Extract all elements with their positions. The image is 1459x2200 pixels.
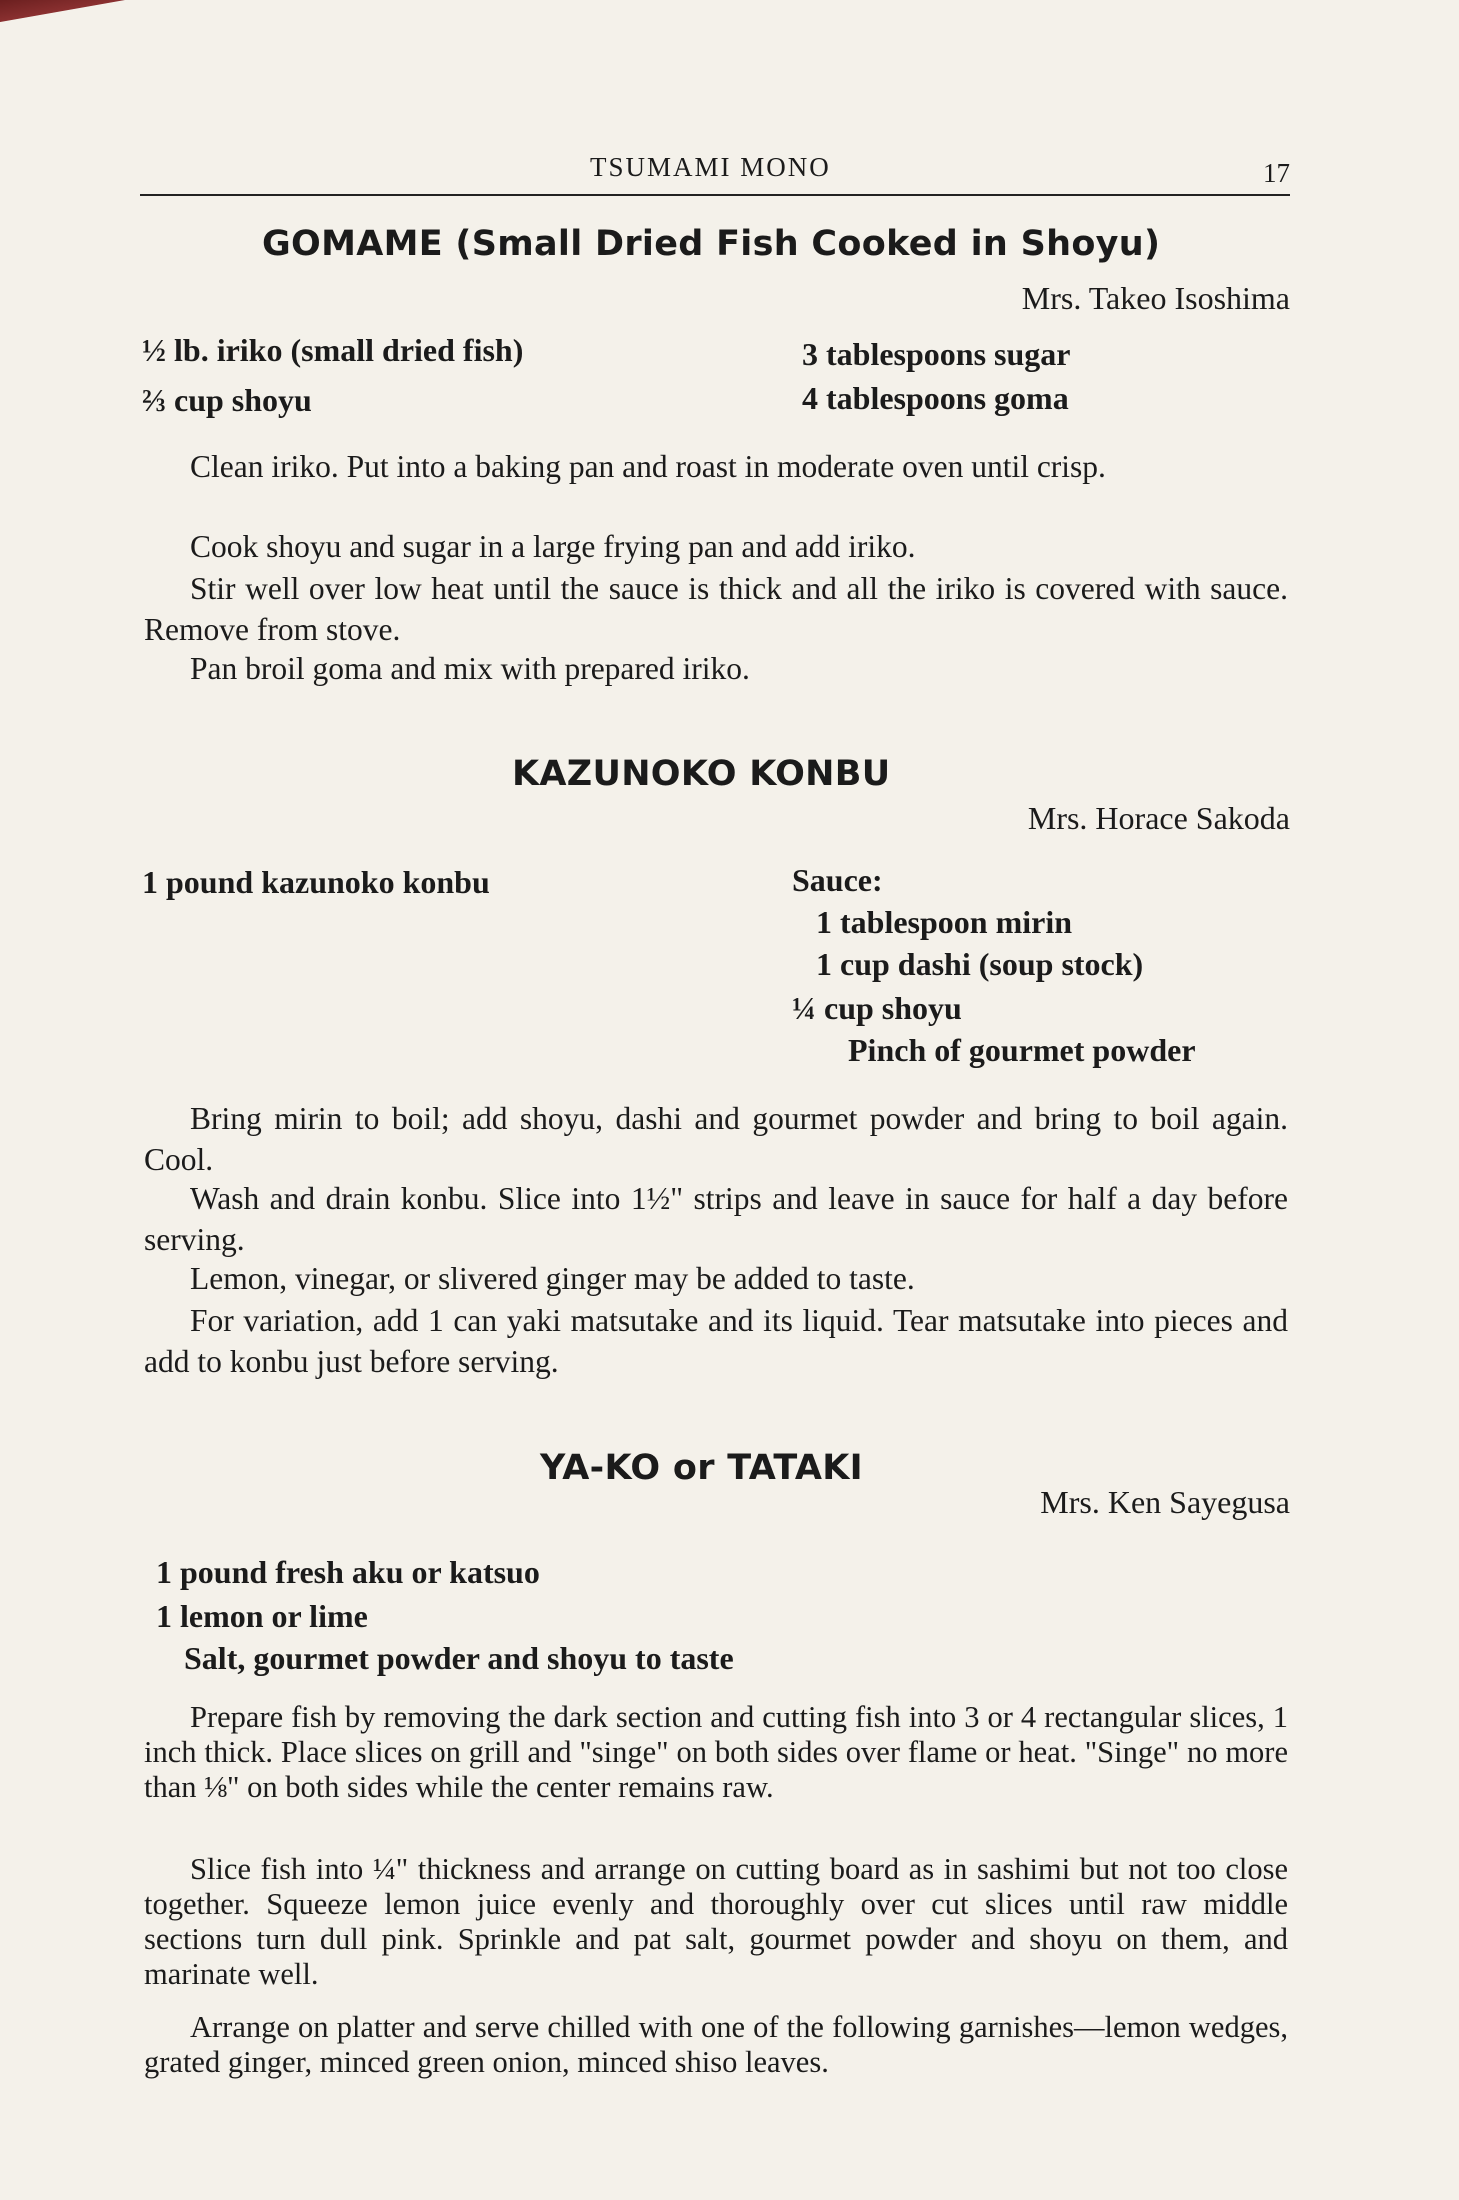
page-corner-mark bbox=[0, 0, 150, 22]
instruction-paragraph: Wash and drain konbu. Slice into 1½" strips and leave in sauce for half a day before serving. bbox=[144, 1181, 1288, 1257]
instruction-paragraph: Clean iriko. Put into a baking pan and roast in moderate oven until crisp. bbox=[190, 449, 1106, 484]
recipe-title-gomame: GOMAME (Small Dried Fish Cooked in Shoyu) bbox=[262, 224, 1161, 264]
ingredient-line: 1 tablespoon mirin bbox=[816, 904, 1073, 940]
ingredient-line: 1 cup dashi (soup stock) bbox=[816, 946, 1144, 982]
ingredient-line: Pinch of gourmet powder bbox=[848, 1032, 1196, 1068]
instruction-paragraph: Lemon, vinegar, or slivered ginger may be added to taste. bbox=[190, 1261, 915, 1296]
sauce-label: Sauce: bbox=[792, 862, 883, 898]
instruction-paragraph: Prepare fish by removing the dark section and cutting fish into 3 or 4 rectangular slices, 1 inch thick. Place slices on grill and "singe" on both sides over flame or heat. "Singe" no more than ⅛" on both sides while the center remains raw. bbox=[144, 1700, 1288, 1804]
header-rule bbox=[140, 194, 1290, 196]
instruction-paragraph: Cook shoyu and sugar in a large frying pan and add iriko. bbox=[190, 529, 916, 564]
recipe-contributor: Mrs. Horace Sakoda bbox=[1027, 800, 1290, 836]
recipe-title-kazunoko-konbu: KAZUNOKO KONBU bbox=[512, 754, 891, 794]
instruction-paragraph: Slice fish into ¼" thickness and arrange on cutting board as in sashimi but not too close together. Squeeze lemon juice evenly and thoroughly over cut slices until raw middle sections turn dull pink. Sprinkle and pat salt, gourmet powder and shoyu on them, and marinate well. bbox=[144, 1852, 1288, 1991]
page-number: 17 bbox=[1263, 158, 1290, 188]
cookbook-page bbox=[140, 0, 1290, 2200]
ingredient-line: 1 pound kazunoko konbu bbox=[142, 864, 490, 900]
recipe-contributor: Mrs. Takeo Isoshima bbox=[1021, 280, 1290, 316]
ingredient-line: 3 tablespoons sugar bbox=[802, 336, 1071, 372]
recipe-title-ya-ko-tataki: YA-KO or TATAKI bbox=[540, 1448, 864, 1488]
running-head bbox=[140, 152, 1290, 192]
ingredient-line: 4 tablespoons goma bbox=[802, 380, 1069, 416]
recipe-contributor: Mrs. Ken Sayegusa bbox=[1040, 1484, 1290, 1520]
instruction-paragraph: Stir well over low heat until the sauce is thick and all the iriko is covered with sauce. Remove from stove. bbox=[144, 571, 1288, 647]
ingredient-line: ¼ cup shoyu bbox=[792, 990, 962, 1026]
instruction-paragraph: Arrange on platter and serve chilled with one of the following garnishes—lemon wedges, grated ginger, minced green onion, minced shiso leaves. bbox=[144, 2010, 1288, 2079]
ingredient-line: ½ lb. iriko (small dried fish) bbox=[142, 332, 524, 368]
ingredient-line: ⅔ cup shoyu bbox=[142, 382, 312, 418]
instruction-paragraph: Bring mirin to boil; add shoyu, dashi and gourmet powder and bring to boil again. Cool. bbox=[144, 1101, 1288, 1177]
instruction-paragraph: Pan broil goma and mix with prepared iriko. bbox=[190, 651, 750, 686]
ingredient-line: Salt, gourmet powder and shoyu to taste bbox=[184, 1640, 734, 1676]
instruction-paragraph: For variation, add 1 can yaki matsutake and its liquid. Tear matsutake into pieces and add to konbu just before serving. bbox=[144, 1303, 1288, 1379]
ingredient-line: 1 pound fresh aku or katsuo bbox=[156, 1554, 540, 1590]
ingredient-line: 1 lemon or lime bbox=[156, 1598, 368, 1634]
running-title: TSUMAMI MONO bbox=[590, 152, 831, 182]
